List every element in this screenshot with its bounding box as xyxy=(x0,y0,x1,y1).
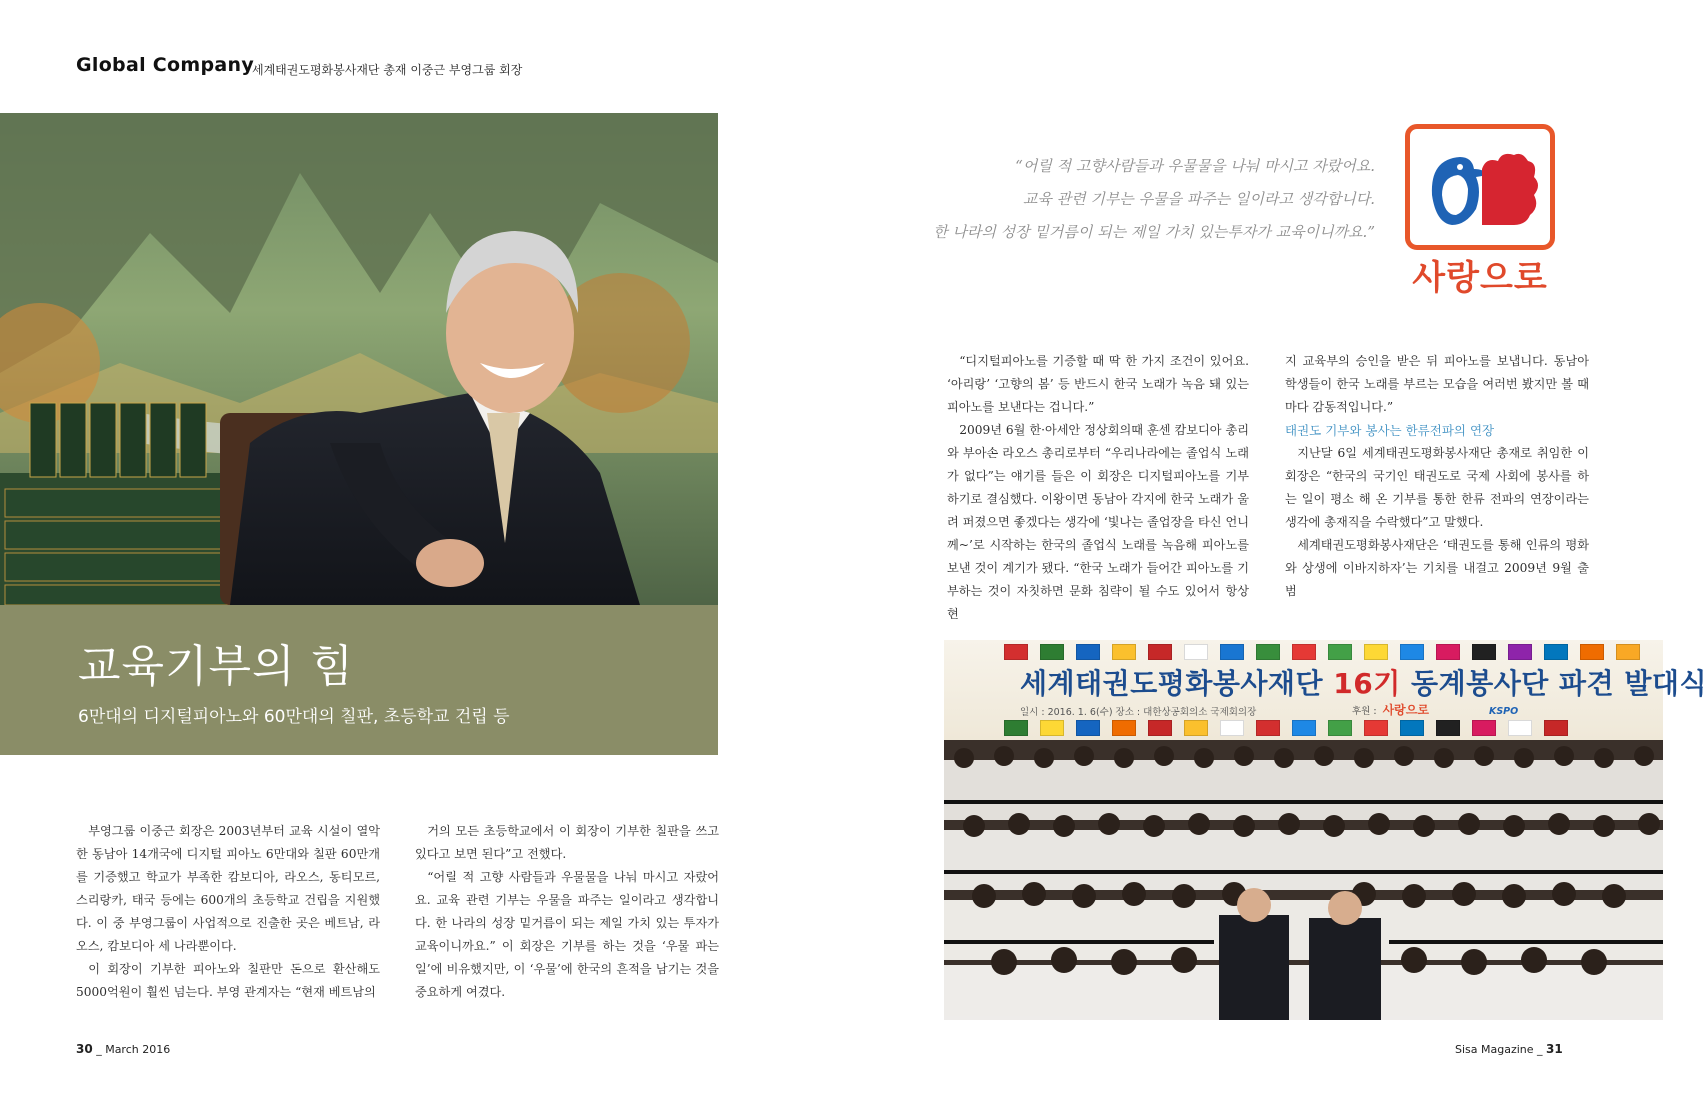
flag-row-bottom xyxy=(1004,720,1568,736)
paragraph: 지난달 6일 세계태권도평화봉사재단 총재로 취임한 이 회장은 “한국의 국기인 태권도로 국제 사회에 봉사를 하는 일이 평소 해 온 기부를 통한 한류 전파의 연장이라는 생각에 총재직을 수락했다”고 말했다. xyxy=(1285,446,1589,529)
banner-sponsors: 후원 : 사랑으로 KSPO xyxy=(1352,703,1519,717)
page-title: 교육기부의 힘 xyxy=(78,641,355,692)
banner-info: 일시 : 2016. 1. 6(수) 장소 : 대한상공회의소 국제회의장 xyxy=(1020,707,1257,718)
banner-title: 세계태권도평화봉사재단 16기 동계봉사단 파견 발대식 xyxy=(1020,667,1707,700)
page-subtitle: 6만대의 디지털피아노와 60만대의 칠판, 초등학교 건립 등 xyxy=(78,707,510,727)
paragraph: 지 교육부의 승인을 받은 뒤 피아노를 보냅니다. 동남아 학생들이 한국 노래를 부르는 모습을 여러번 봤지만 볼 때마다 감동적입니다.” xyxy=(1285,354,1589,414)
article-column-3 xyxy=(947,350,1249,626)
group-photo xyxy=(944,740,1663,1020)
pull-quote-line: 교육 관련 기부는 우물을 파주는 일이라고 생각합니다. xyxy=(1022,190,1375,208)
flag-row-top xyxy=(1004,644,1640,660)
folio-left: 30 _ March 2016 xyxy=(76,1042,171,1056)
paragraph: 부영그룹 이중근 회장은 2003년부터 교육 시설이 열악한 동남아 14개국에 디지털 피아노 6만대와 칠판 60만개를 기증했고 학교가 부족한 캄보디아, 라오스, 동티모르, 스리랑카, 태국 등에는 600개의 초등학교 건립을 지원했다. 이 중 부영그룹이 사업적으로 진출한 곳은 베트남, 라오스, 캄보디아 세 나라뿐이다. xyxy=(76,824,380,953)
paragraph: 세계태권도평화봉사재단은 ‘태권도를 통해 인류의 평화와 상생에 이바지하자’는 기치를 내걸고 2009년 9월 출범 xyxy=(1285,538,1589,598)
logo-wordmark: 사랑으로 xyxy=(1412,258,1548,298)
article-column-1 xyxy=(76,820,380,1004)
paragraph: “디지털피아노를 기증할 때 딱 한 가지 조건이 있어요. ‘아리랑’ ‘고향의 봄’ 등 반드시 한국 노래가 녹음 돼 있는 피아노를 보낸다는 겁니다.” xyxy=(947,354,1249,414)
paragraph: “어릴 적 고향 사람들과 우물물을 나눠 마시고 자랐어요. 교육 관련 기부는 우물을 파주는 일이라고 생각합니다. 한 나라의 성장 밑거름이 되는 제일 가치 있는 투자가 교육이니까요.” 이 회장은 기부를 하는 것을 ‘우물 파는 일’에 비유했지만, 이 ‘우물’에 한국의 흔적을 남기는 것을 중요하게 여겼다. xyxy=(415,870,719,999)
section-subtitle: 세계태권도평화봉사재단 총재 이중근 부영그룹 회장 xyxy=(252,63,523,77)
sarangeuro-logo-icon xyxy=(1405,124,1555,250)
paragraph: 2009년 6월 한·아세안 정상회의때 훈센 캄보디아 총리와 부아손 라오스 총리로부터 “우리나라에는 졸업식 노래가 없다”는 얘기를 들은 이 회장은 디지털피아노를 기부하기로 결심했다. 이왕이면 동남아 각지에 한국 노래가 울려 퍼졌으면 좋겠다는 생각에 ‘빛나는 졸업장을 타신 언니께~’로 시작하는 한국의 졸업식 노래를 녹음해 피아노를 보낸 것이 계기가 됐다. “한국 노래가 들어간 피아노를 기부하는 것이 자칫하면 문화 침략이 될 수도 있어서 항상 현 xyxy=(947,423,1249,621)
paragraph: 이 회장이 기부한 피아노와 칠판만 돈으로 환산해도 5000억원이 훨씬 넘는다. 부영 관계자는 “현재 베트남의 xyxy=(76,962,380,999)
folio-right: Sisa Magazine _ 31 xyxy=(1455,1042,1563,1056)
event-photo xyxy=(944,640,1707,1020)
article-column-2 xyxy=(415,820,719,1004)
pull-quote xyxy=(920,150,1375,249)
paragraph: 거의 모든 초등학교에서 이 회장이 기부한 칠판을 쓰고 있다고 보면 된다”고 전했다. xyxy=(415,824,719,861)
page-number-right: 31 xyxy=(1546,1042,1563,1056)
pull-quote-line: “어릴 적 고향사람들과 우물물을 나눠 마시고 자랐어요. xyxy=(1015,157,1375,175)
section-subheading: 태권도 기부와 봉사는 한류전파의 연장 xyxy=(1285,423,1495,438)
section-label: Global Company xyxy=(76,54,255,76)
page-number-left: 30 xyxy=(76,1042,93,1056)
event-banner xyxy=(944,640,1707,740)
portrait-photo xyxy=(0,113,718,605)
article-column-4 xyxy=(1285,350,1589,603)
pull-quote-line: 한 나라의 성장 밑거름이 되는 제일 가치 있는투자가 교육이니까요.” xyxy=(933,223,1375,241)
